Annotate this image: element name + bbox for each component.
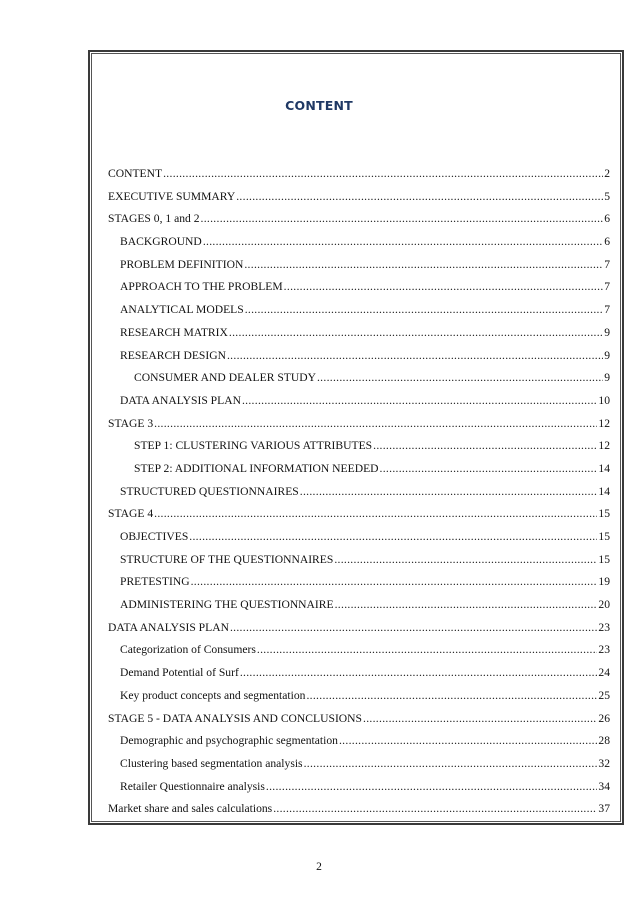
- toc-entry[interactable]: [108, 776, 610, 799]
- toc-dot-leader: [163, 163, 603, 186]
- toc-entry-label: ANALYTICAL MODELS: [120, 303, 244, 317]
- toc-dot-leader: [335, 594, 598, 617]
- toc-entry-page: 14: [598, 484, 610, 498]
- toc-entry-label: STEP 1: CLUSTERING VARIOUS ATTRIBUTES: [134, 439, 373, 453]
- toc-entry-page: 12: [598, 416, 610, 430]
- toc-entry[interactable]: [108, 163, 610, 186]
- toc-entry-page: 26: [598, 711, 610, 725]
- toc-dot-leader: [304, 753, 598, 776]
- toc-entry-page: 14: [598, 461, 610, 475]
- toc-entry[interactable]: [108, 322, 610, 345]
- toc-dot-leader: [317, 367, 603, 390]
- toc-dot-leader: [236, 186, 603, 209]
- toc-dot-leader: [284, 276, 604, 299]
- toc-entry[interactable]: [108, 345, 610, 368]
- toc-entry-label: RESEARCH DESIGN: [120, 348, 226, 362]
- toc-entry-label: Retailer Questionnaire analysis: [120, 779, 265, 793]
- toc-entry-label: STRUCTURE OF THE QUESTIONNAIRES: [120, 552, 334, 566]
- toc-entry-page: 7: [604, 280, 610, 294]
- toc-entry[interactable]: [108, 208, 610, 231]
- toc-dot-leader: [273, 798, 597, 821]
- toc-entry-page: 9: [604, 371, 610, 385]
- toc-entry-label: Key product concepts and segmentation: [120, 688, 306, 702]
- toc-dot-leader: [240, 662, 598, 685]
- toc-entry[interactable]: [108, 662, 610, 685]
- toc-dot-leader: [300, 481, 598, 504]
- toc-entry-label: Demand Potential of Surf: [120, 666, 239, 680]
- toc-dot-leader: [227, 345, 603, 368]
- page-title: CONTENT: [285, 98, 353, 113]
- toc-entry-page: 32: [598, 756, 610, 770]
- toc-dot-leader: [201, 208, 604, 231]
- toc-entry[interactable]: [108, 254, 610, 277]
- toc-dot-leader: [245, 299, 604, 322]
- toc-dot-leader: [363, 708, 597, 731]
- toc-entry-label: RESEARCH MATRIX: [120, 325, 228, 339]
- toc-dot-leader: [257, 639, 598, 662]
- toc-dot-leader: [242, 390, 597, 413]
- toc-entry[interactable]: [108, 458, 610, 481]
- toc-entry-label: DATA ANALYSIS PLAN: [120, 393, 241, 407]
- toc-dot-leader: [373, 435, 597, 458]
- toc-entry-page: 23: [598, 643, 610, 657]
- toc-entry-page: 24: [598, 666, 610, 680]
- toc-entry-label: STAGES 0, 1 and 2: [108, 212, 200, 226]
- toc-entry-label: Categorization of Consumers: [120, 643, 256, 657]
- toc-entry-page: 19: [598, 575, 610, 589]
- toc-entry-page: 5: [604, 189, 610, 203]
- toc-entry-page: 9: [604, 348, 610, 362]
- toc-dot-leader: [306, 685, 597, 708]
- toc-dot-leader: [244, 254, 603, 277]
- toc-entry-page: 2: [604, 167, 610, 180]
- toc-entry-label: STAGE 5 - DATA ANALYSIS AND CONCLUSIONS: [108, 711, 362, 725]
- toc-dot-leader: [154, 503, 597, 526]
- toc-entry[interactable]: [108, 730, 610, 753]
- toc-entry[interactable]: [108, 276, 610, 299]
- toc-entry-page: 23: [598, 620, 610, 634]
- toc-dot-leader: [229, 322, 603, 345]
- toc-entry-label: OBJECTIVES: [120, 530, 189, 543]
- toc-dot-leader: [189, 526, 597, 549]
- toc-entry-label: STEP 2: ADDITIONAL INFORMATION NEEDED: [134, 461, 379, 475]
- toc-entry-label: PRETESTING: [120, 575, 190, 589]
- toc-entry-page: 20: [598, 598, 610, 612]
- toc-entry-label: ADMINISTERING THE QUESTIONNAIRE: [120, 598, 334, 612]
- toc-entry[interactable]: [108, 413, 610, 436]
- toc-entry[interactable]: [108, 299, 610, 322]
- toc-entry[interactable]: [108, 571, 610, 594]
- toc-entry[interactable]: [108, 435, 610, 458]
- toc-entry-page: 15: [598, 507, 610, 521]
- toc-entry-label: STRUCTURED QUESTIONNAIRES: [120, 484, 299, 498]
- toc-entry-page: 25: [598, 688, 610, 702]
- toc-entry-label: PROBLEM DEFINITION: [120, 257, 244, 271]
- toc-dot-leader: [191, 571, 598, 594]
- toc-entry[interactable]: [108, 186, 610, 209]
- toc-entry-page: 9: [604, 325, 610, 339]
- toc-entry-label: Market share and sales calculations: [108, 802, 273, 816]
- toc-dot-leader: [203, 231, 603, 254]
- toc-entry[interactable]: [108, 231, 610, 254]
- toc-dot-leader: [230, 617, 597, 640]
- toc-entry-label: Demographic and psychographic segmentation: [120, 734, 338, 748]
- toc-entry-page: 37: [598, 802, 610, 816]
- toc-entry[interactable]: [108, 526, 610, 549]
- toc-entry-page: 7: [604, 257, 610, 271]
- toc-dot-leader: [266, 776, 598, 799]
- toc-dot-leader: [154, 413, 597, 436]
- toc-entry[interactable]: [108, 617, 610, 640]
- toc-entry[interactable]: [108, 685, 610, 708]
- toc-entry[interactable]: [108, 639, 610, 662]
- toc-entry-label: BACKGROUND: [120, 235, 202, 249]
- page-number: 2: [316, 861, 322, 873]
- toc-entry[interactable]: [108, 594, 610, 617]
- toc-entry-label: EXECUTIVE SUMMARY: [108, 189, 236, 203]
- toc-entry-page: 6: [604, 212, 610, 226]
- toc-dot-leader: [334, 549, 597, 572]
- toc-entry-page: 10: [598, 393, 610, 407]
- toc-entry-page: 28: [598, 734, 610, 748]
- toc-entry-page: 34: [598, 779, 610, 793]
- toc-entry-page: 12: [598, 439, 610, 453]
- toc-entry-label: Clustering based segmentation analysis: [120, 756, 303, 770]
- toc-entry-label: DATA ANALYSIS PLAN: [108, 620, 229, 634]
- toc-entry-page: 15: [598, 530, 610, 543]
- toc-dot-leader: [380, 458, 598, 481]
- toc-entry[interactable]: [108, 503, 610, 526]
- toc-entry-page: 6: [604, 235, 610, 249]
- toc-entry[interactable]: [108, 481, 610, 504]
- toc-entry[interactable]: [108, 390, 610, 413]
- toc-entry-label: CONTENT: [108, 167, 163, 180]
- toc-entry[interactable]: [108, 798, 610, 821]
- toc-entry[interactable]: [108, 708, 610, 731]
- toc-entry[interactable]: [108, 549, 610, 572]
- toc-entry[interactable]: [108, 367, 610, 390]
- toc-entry-page: 15: [598, 552, 610, 566]
- toc-entry-label: CONSUMER AND DEALER STUDY: [134, 371, 316, 385]
- toc-dot-leader: [339, 730, 597, 753]
- toc-entry-label: APPROACH TO THE PROBLEM: [120, 280, 283, 294]
- toc-entry-label: STAGE 4: [108, 507, 154, 521]
- table-of-contents: [108, 163, 610, 821]
- toc-entry-page: 7: [604, 303, 610, 317]
- toc-entry[interactable]: [108, 753, 610, 776]
- toc-entry-label: STAGE 3: [108, 416, 154, 430]
